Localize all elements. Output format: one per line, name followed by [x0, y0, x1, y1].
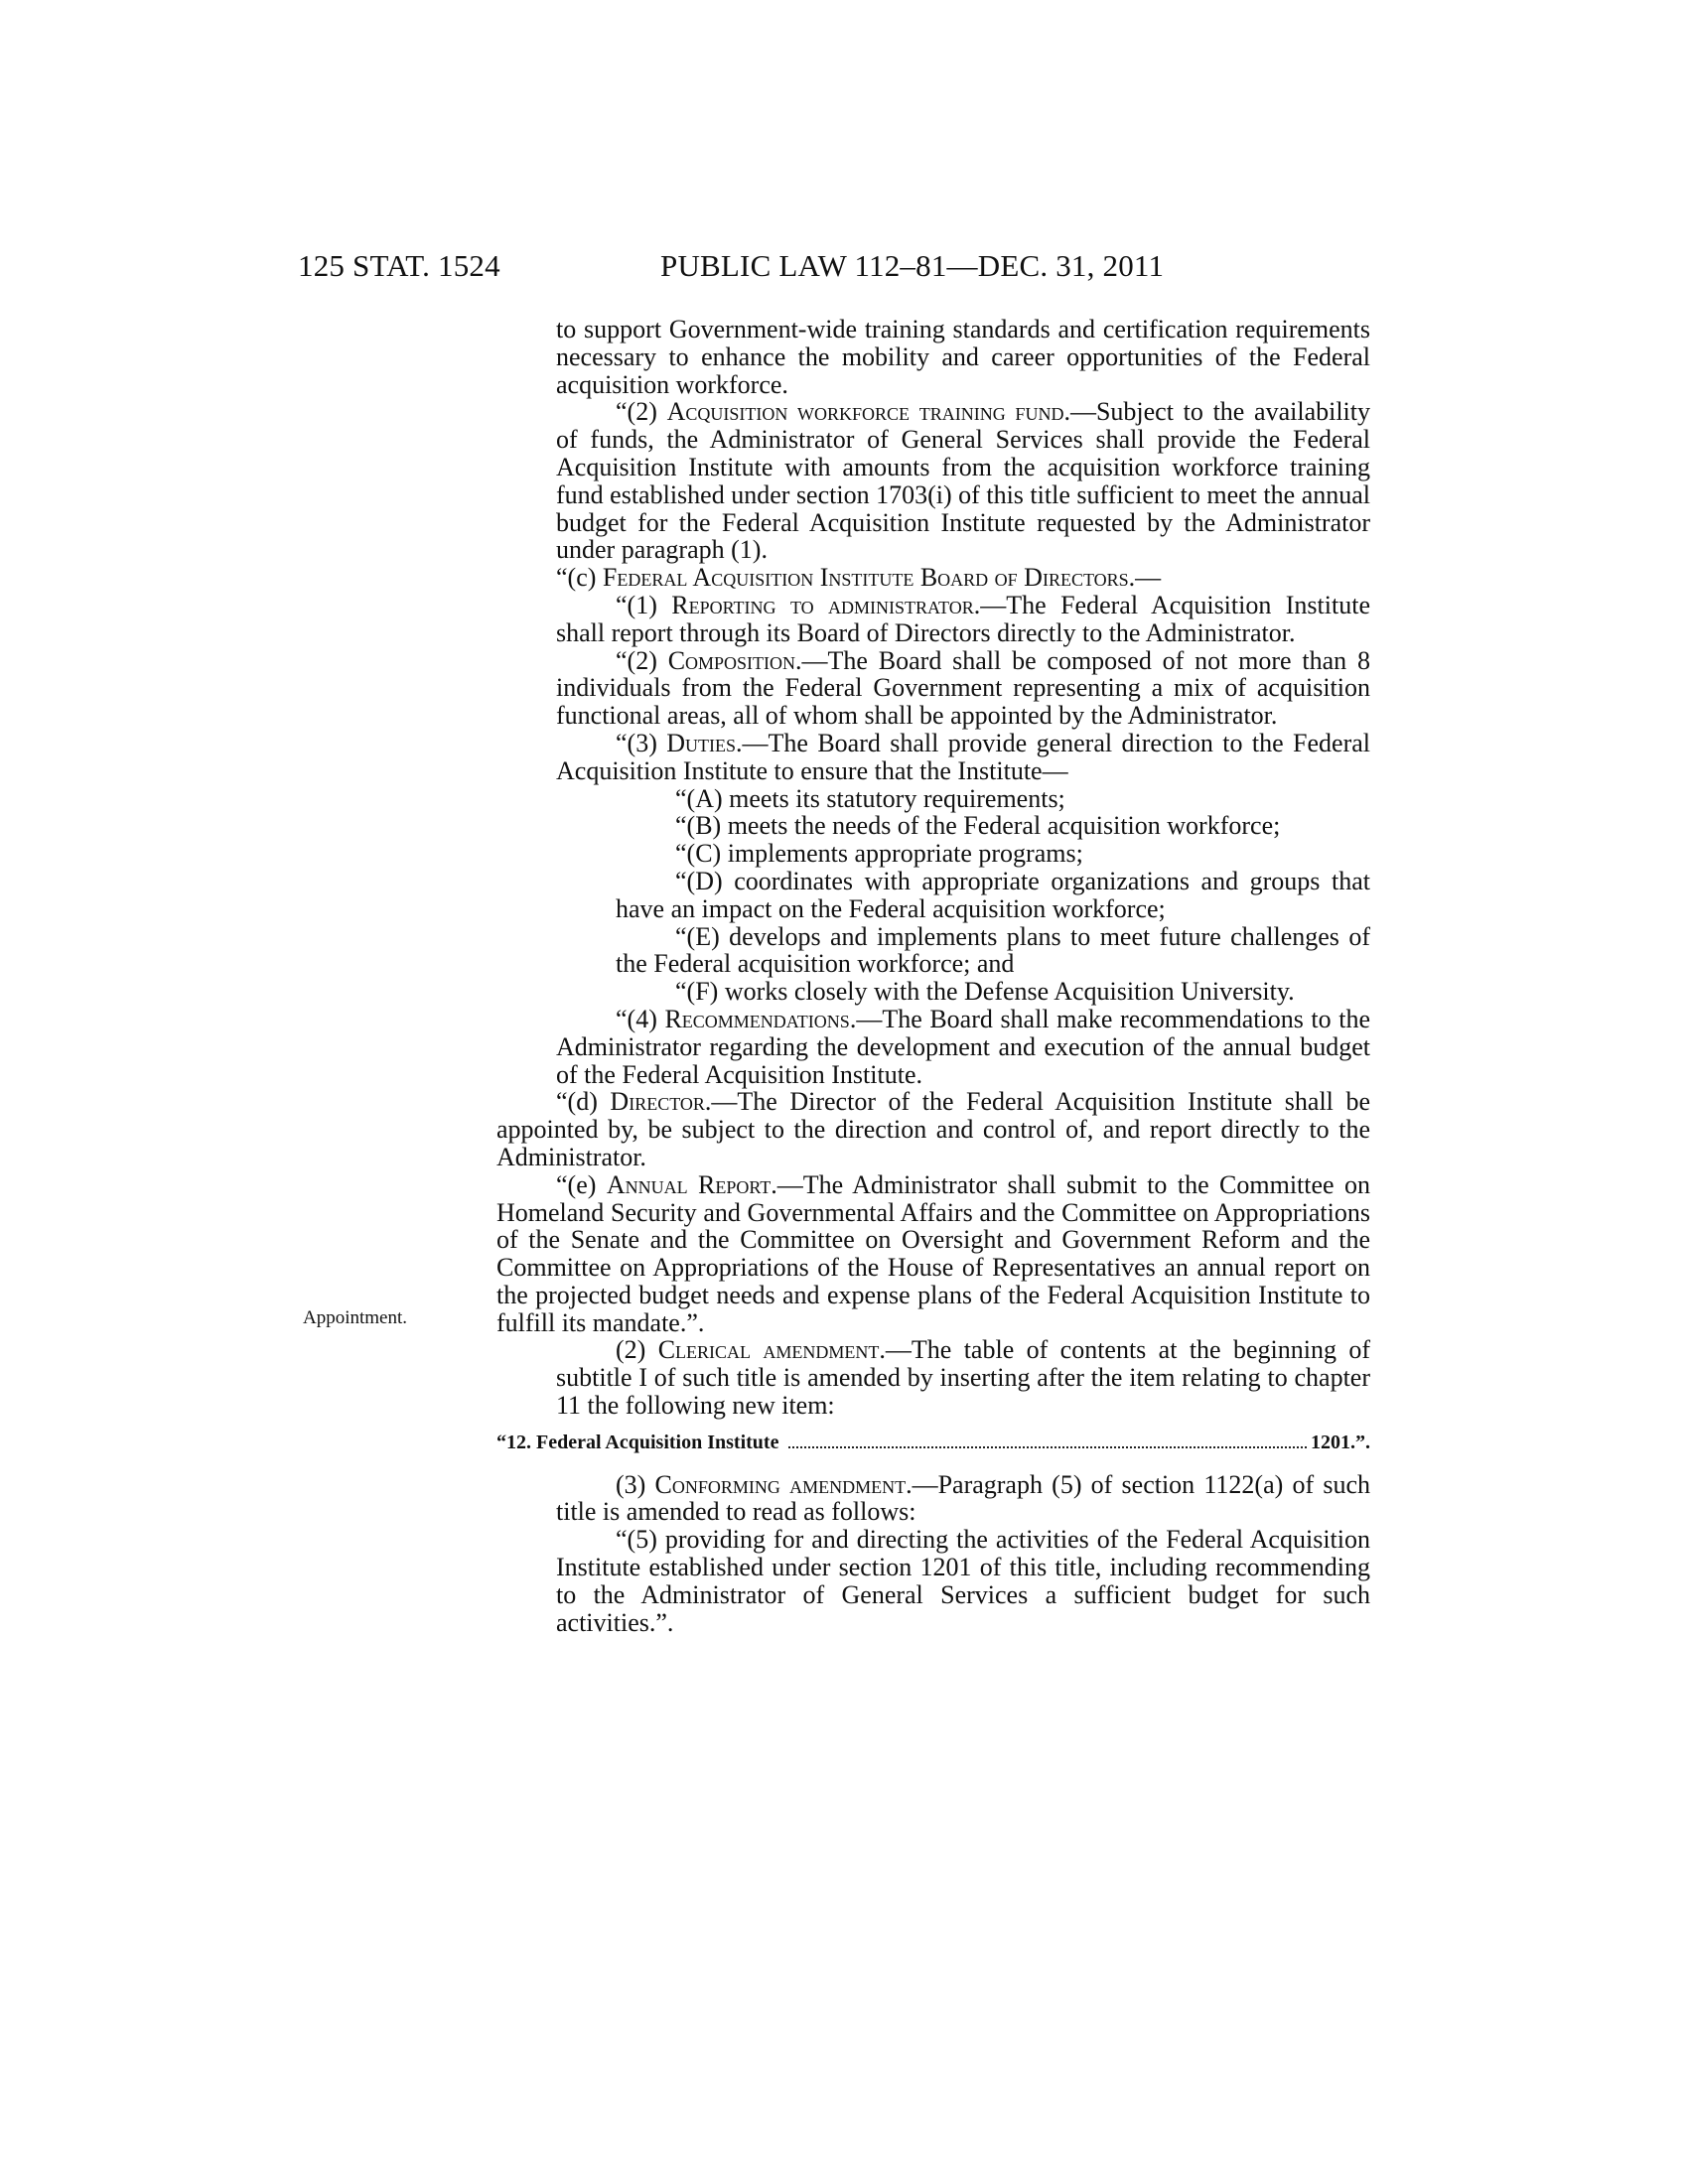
paragraph-duties: “(3) Duties.—The Board shall provide general direction to the Federal Acquisition Institute to ensure that the Institute—: [556, 728, 1370, 785]
duty-item-c: “(C) implements appropriate programs;: [675, 839, 1083, 869]
duty-item-a: “(A) meets its statutory requirements;: [675, 783, 1065, 813]
paragraph-director: “(d) Director.—The Director of the Federal Acquisition Institute shall be appointed by, be subject to the direction and control of, and report directly to the Administrator.: [496, 1087, 1370, 1171]
duty-item-e: “(E) develops and implements plans to meet future challenges of the Federal acquisition workforce; and: [616, 921, 1370, 979]
toc-leader-dots: [788, 1446, 1307, 1448]
paragraph-annual-report: “(e) Annual Report.—The Administrator shall submit to the Committee on Homeland Security and Governmental Affairs and the Committee on Appropriations of the Senate and the Committee on Oversight and Government Reform and the Committee on Appropriations of the House of Representatives an annual report on the projected budget needs and expense plans of the Federal Acquisition Institute to fulfill its mandate.”.: [496, 1169, 1370, 1337]
paragraph-board-heading: “(c) Federal Acquisition Institute Board of Directors.—: [556, 563, 1162, 593]
toc-item-section: 1201.”.: [1311, 1431, 1370, 1453]
margin-note-appointment: Appointment.: [303, 1307, 408, 1328]
duty-item-f: “(F) works closely with the Defense Acquisition University.: [675, 977, 1295, 1007]
duty-item-b: “(B) meets the needs of the Federal acquisition workforce;: [675, 811, 1281, 841]
paragraph-reporting: “(1) Reporting to administrator.—The Federal Acquisition Institute shall report through its Board of Directors directly to the Administrator.: [556, 590, 1370, 647]
paragraph-recommendations: “(4) Recommendations.—The Board shall make recommendations to the Administrator regarding the development and execution of the annual budget of the Federal Acquisition Institute.: [556, 1004, 1370, 1089]
paragraph-conforming-amendment: (3) Conforming amendment.—Paragraph (5) of section 1122(a) of such title is amended to read as follows:: [556, 1469, 1370, 1527]
law-title-header: PUBLIC LAW 112–81—DEC. 31, 2011: [660, 248, 1165, 283]
paragraph-continuation: to support Government-wide training standards and certification requirements necessary to enhance the mobility and career opportunities of the Federal acquisition workforce.: [556, 315, 1370, 399]
paragraph-training-fund: “(2) Acquisition workforce training fund.—Subject to the availability of funds, the Administrator of General Services shall provide the Federal Acquisition Institute with amounts from the acquisition workforce training fund established under section 1703(i) of this title sufficient to meet the annual budget for the Federal Acquisition Institute requested by the Administrator under paragraph (1).: [556, 397, 1370, 565]
paragraph-new-item-5: “(5) providing for and directing the activities of the Federal Acquisition Institute established under section 1201 of this title, including recommending to the Administrator of General Services a sufficient budget for such activities.”.: [556, 1525, 1370, 1637]
stat-page-number: 125 STAT. 1524: [298, 248, 500, 283]
document-body: [496, 316, 1370, 1636]
paragraph-clerical-amendment: (2) Clerical amendment.—The table of contents at the beginning of subtitle I of such title is amended by inserting after the item relating to chapter 11 the following new item:: [556, 1335, 1370, 1421]
duty-item-d: “(D) coordinates with appropriate organizations and groups that have an impact on the Federal acquisition workforce;: [616, 866, 1370, 923]
toc-item-label: “12. Federal Acquisition Institute: [496, 1431, 779, 1453]
toc-item-line: [496, 1430, 1370, 1457]
paragraph-composition: “(2) Composition.—The Board shall be composed of not more than 8 individuals from the Federal Government representing a mix of acquisition functional areas, all of whom shall be appointed by the Administrator.: [556, 645, 1370, 731]
